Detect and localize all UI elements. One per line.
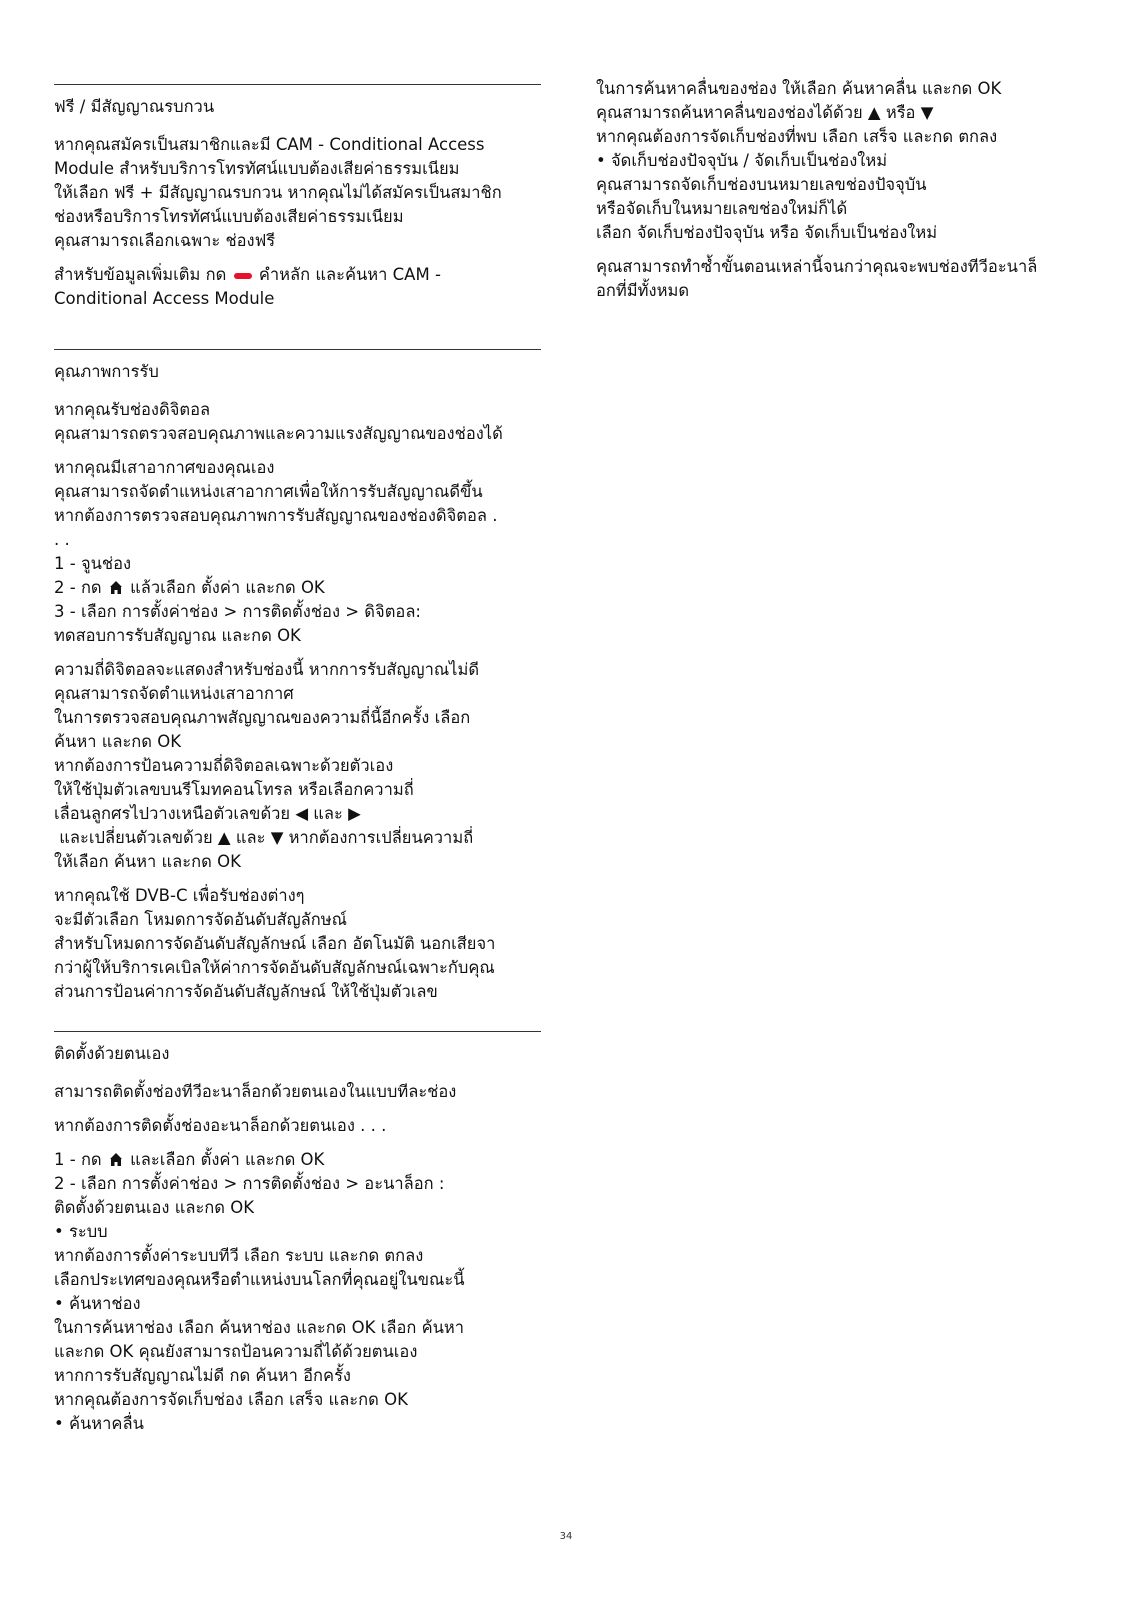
text-line: หากคุณรับช่องดิจิตอล bbox=[54, 400, 211, 419]
text-fragment: และเลือก ตั้งค่า และกด OK bbox=[130, 1150, 325, 1169]
page-number: 34 bbox=[559, 1531, 573, 1542]
text-line: จะมีตัวเลือก โหมดการจัดอันดับสัญลักษณ์ bbox=[54, 910, 347, 929]
home-icon bbox=[109, 580, 123, 595]
text-line: หากคุณใช้ DVB-C เพื่อรับช่องต่างๆ bbox=[54, 886, 305, 905]
text-line: ให้เลือก ฟรี + มีสัญญาณรบกวน หากคุณไม่ได้สมัครเป็นสมาชิก bbox=[54, 183, 502, 202]
text-line: ในการตรวจสอบคุณภาพสัญญาณของความถี่นี้อีกครั้ง เลือก bbox=[54, 708, 471, 727]
section-fine-tune-continued bbox=[596, 77, 1083, 303]
section-heading: คุณภาพการรับ bbox=[54, 362, 159, 381]
text-line: 1 - จูนช่อง bbox=[54, 554, 132, 573]
text-line: คุณสามารถจัดตำแหน่งเสาอากาศเพื่อให้การรับสัญญาณดีขึ้น bbox=[54, 482, 483, 501]
text-line: และกด OK คุณยังสามารถป้อนความถี่ได้ด้วยตนเอง bbox=[54, 1342, 418, 1361]
section-reception-quality bbox=[54, 349, 541, 1004]
text-line: หากการรับสัญญาณไม่ดี กด ค้นหา อีกครั้ง bbox=[54, 1366, 351, 1385]
text-line: หากคุณสมัครเป็นสมาชิกและมี CAM - Conditional Access bbox=[54, 135, 485, 154]
paragraph bbox=[596, 255, 1083, 303]
paragraph: หากต้องการติดตั้งช่องอะนาล็อกด้วยตนเอง . . . bbox=[54, 1116, 387, 1135]
paragraph bbox=[54, 1148, 541, 1436]
paragraph bbox=[54, 398, 541, 446]
text-line bbox=[54, 263, 541, 287]
text-line: ติดตั้งด้วยตนเอง และกด OK bbox=[54, 1198, 255, 1217]
text-line: และเปลี่ยนตัวเลขด้วย ▲ และ ▼ หากต้องการเปลี่ยนความถี่ bbox=[54, 828, 474, 847]
section-divider bbox=[54, 84, 541, 85]
text-line: หากต้องการป้อนความถี่ดิจิตอลเฉพาะด้วยตัวเอง bbox=[54, 756, 394, 775]
text-line: ในการค้นหาช่อง เลือก ค้นหาช่อง และกด OK เลือก ค้นหา bbox=[54, 1318, 465, 1337]
text-line: หรือจัดเก็บในหมายเลขช่องใหม่ก็ได้ bbox=[596, 199, 848, 218]
section-manual-install bbox=[54, 1031, 541, 1436]
text-line: ค้นหา และกด OK bbox=[54, 732, 182, 751]
section-divider bbox=[54, 1031, 541, 1032]
section-free-scrambled bbox=[54, 84, 541, 311]
section-heading: ฟรี / มีสัญญาณรบกวน bbox=[54, 97, 215, 116]
paragraph bbox=[54, 658, 541, 874]
text-line: คุณสามารถตรวจสอบคุณภาพและความแรงสัญญาณของช่องได้ bbox=[54, 424, 503, 443]
text-line: ให้เลือก ค้นหา และกด OK bbox=[54, 852, 241, 871]
text-line: เลื่อนลูกศรไปวางเหนือตัวเลขด้วย ◀ และ ▶ bbox=[54, 804, 361, 823]
text-line: หากคุณมีเสาอากาศของคุณเอง bbox=[54, 458, 275, 477]
text-line: คุณสามารถจัดตำแหน่งเสาอากาศ bbox=[54, 684, 294, 703]
section-heading: ติดตั้งด้วยตนเอง bbox=[54, 1044, 170, 1063]
text-line: Module สำหรับบริการโทรทัศน์แบบต้องเสียค่าธรรมเนียม bbox=[54, 159, 460, 178]
text-line: ในการค้นหาคลื่นของช่อง ให้เลือก ค้นหาคลื่น และกด OK bbox=[596, 79, 1002, 98]
text-fragment: 2 - กด bbox=[54, 578, 102, 597]
text-line: . . bbox=[54, 530, 70, 549]
text-line: ทดสอบการรับสัญญาณ และกด OK bbox=[54, 626, 301, 645]
text-line: • ระบบ bbox=[54, 1222, 108, 1241]
paragraph bbox=[54, 263, 541, 311]
text-line: คุณสามารถค้นหาคลื่นของช่องได้ด้วย ▲ หรือ ▼ bbox=[596, 103, 934, 122]
text-fragment: คำหลัก และค้นหา CAM - bbox=[258, 265, 441, 284]
red-key-icon bbox=[234, 273, 252, 279]
text-fragment: 1 - กด bbox=[54, 1150, 102, 1169]
text-line: กว่าผู้ให้บริการเคเบิลให้ค่าการจัดอันดับสัญลักษณ์เฉพาะกับคุณ bbox=[54, 958, 495, 977]
paragraph bbox=[596, 77, 1083, 245]
text-line: ให้ใช้ปุ่มตัวเลขบนรีโมทคอนโทรล หรือเลือกความถี่ bbox=[54, 780, 414, 799]
paragraph bbox=[54, 884, 541, 1004]
text-line: 3 - เลือก การตั้งค่าช่อง > การติดตั้งช่อง > ดิจิตอล: bbox=[54, 602, 421, 621]
text-line: ช่องหรือบริการโทรทัศน์แบบต้องเสียค่าธรรมเนียม bbox=[54, 207, 404, 226]
text-line: • ค้นหาช่อง bbox=[54, 1294, 141, 1313]
text-line: หากต้องการตรวจสอบคุณภาพการรับสัญญาณของช่องดิจิตอล . bbox=[54, 506, 498, 525]
paragraph bbox=[54, 133, 541, 253]
text-line: หากคุณต้องการจัดเก็บช่อง เลือก เสร็จ และกด OK bbox=[54, 1390, 408, 1409]
text-line: อกที่มีทั้งหมด bbox=[596, 281, 690, 300]
text-line: คุณสามารถจัดเก็บช่องบนหมายเลขช่องปัจจุบัน bbox=[596, 175, 927, 194]
text-line: เลือก จัดเก็บช่องปัจจุบัน หรือ จัดเก็บเป็นช่องใหม่ bbox=[596, 223, 938, 242]
text-line: ส่วนการป้อนค่าการจัดอันดับสัญลักษณ์ ให้ใช้ปุ่มตัวเลข bbox=[54, 982, 438, 1001]
text-line: • จัดเก็บช่องปัจจุบัน / จัดเก็บเป็นช่องใหม่ bbox=[596, 151, 888, 170]
text-fragment: สำหรับข้อมูลเพิ่มเติม กด bbox=[54, 265, 227, 284]
home-icon bbox=[109, 1152, 123, 1167]
text-line: คุณสามารถเลือกเฉพาะ ช่องฟรี bbox=[54, 231, 276, 250]
text-line: หากคุณต้องการจัดเก็บช่องที่พบ เลือก เสร็จ และกด ตกลง bbox=[596, 127, 998, 146]
text-line: Conditional Access Module bbox=[54, 289, 275, 308]
text-line bbox=[54, 1148, 541, 1172]
text-line: สำหรับโหมดการจัดอันดับสัญลักษณ์ เลือก อัตโนมัติ นอกเสียจา bbox=[54, 934, 496, 953]
text-line bbox=[54, 576, 541, 600]
text-line: คุณสามารถทำซ้ำขั้นตอนเหล่านี้จนกว่าคุณจะพบช่องทีวีอะนาล็ bbox=[596, 257, 1038, 276]
section-divider bbox=[54, 349, 541, 350]
text-line: 2 - เลือก การตั้งค่าช่อง > การติดตั้งช่อง > อะนาล็อก : bbox=[54, 1174, 445, 1193]
text-line: หากต้องการตั้งค่าระบบทีวี เลือก ระบบ และกด ตกลง bbox=[54, 1246, 424, 1265]
paragraph bbox=[54, 456, 541, 648]
text-line: เลือกประเทศของคุณหรือตำแหน่งบนโลกที่คุณอยู่ในขณะนี้ bbox=[54, 1270, 465, 1289]
text-line: ความถี่ดิจิตอลจะแสดงสำหรับช่องนี้ หากการรับสัญญาณไม่ดี bbox=[54, 660, 480, 679]
text-fragment: แล้วเลือก ตั้งค่า และกด OK bbox=[130, 578, 325, 597]
text-line: • ค้นหาคลื่น bbox=[54, 1414, 144, 1433]
paragraph: สามารถติดตั้งช่องทีวีอะนาล็อกด้วยตนเองในแบบทีละช่อง bbox=[54, 1082, 457, 1101]
